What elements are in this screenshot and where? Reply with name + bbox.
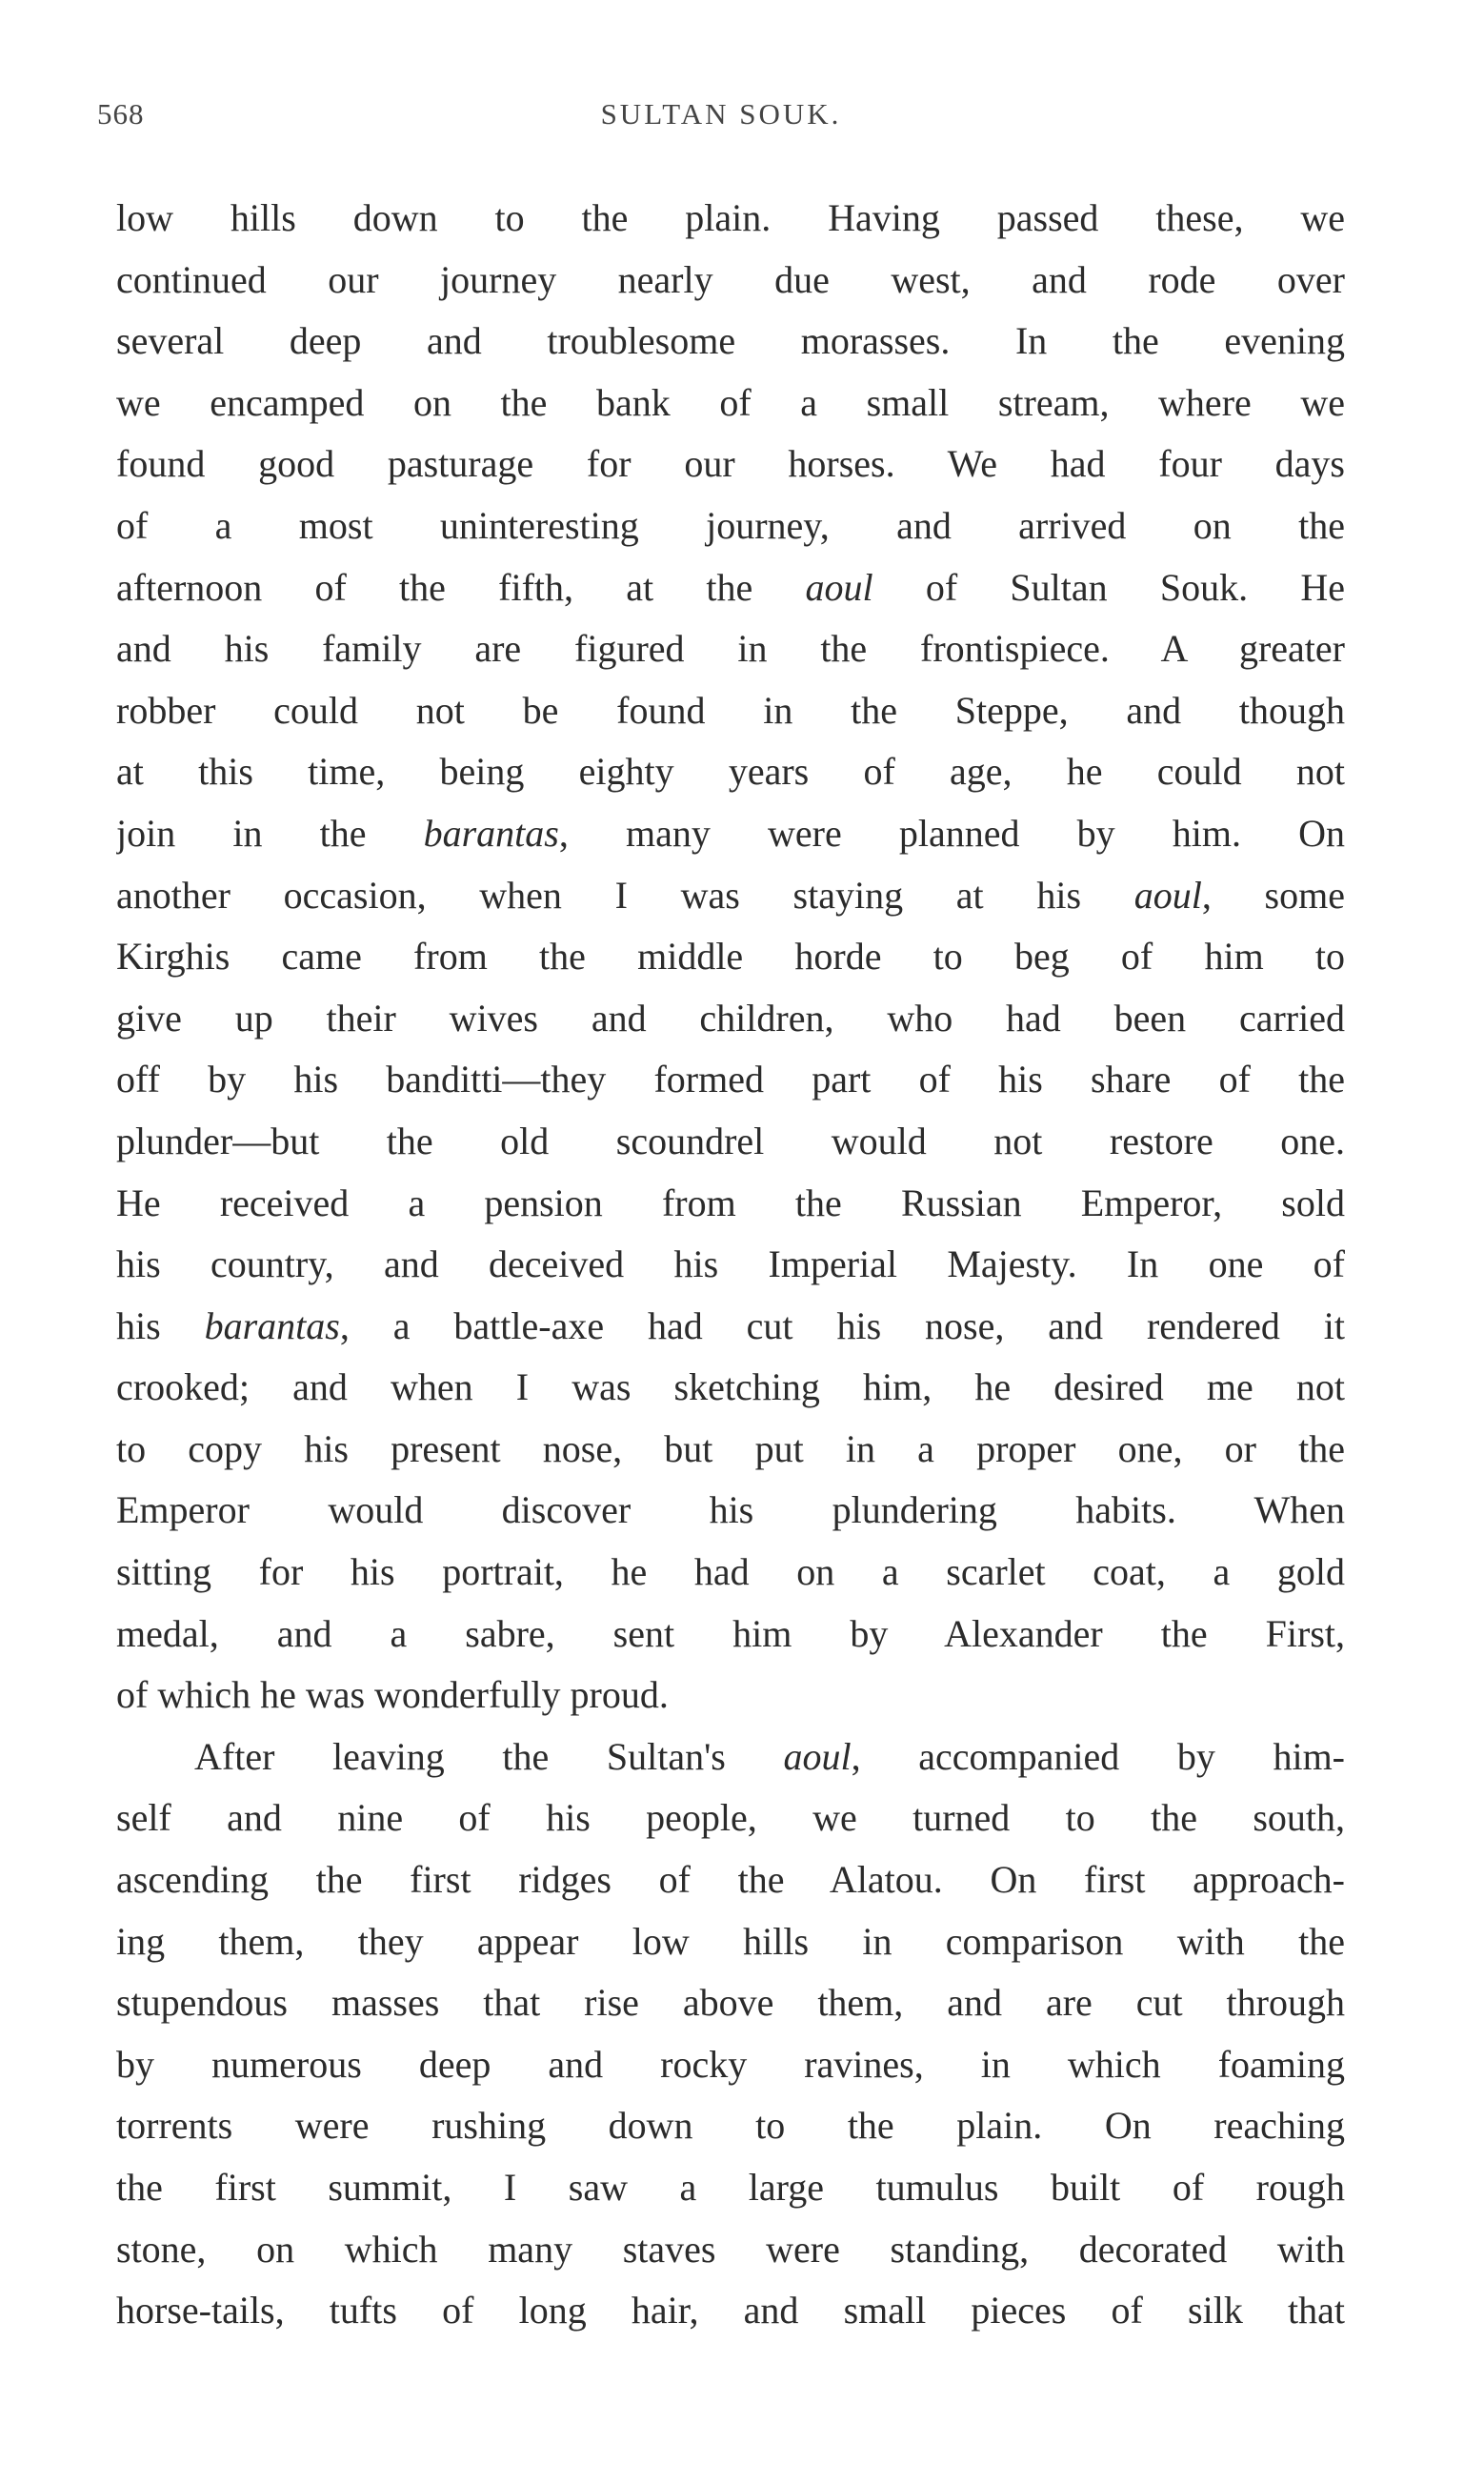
text-line: torrents were rushing down to the plain. On reaching bbox=[116, 2104, 1345, 2148]
text-line: stone, on which many staves were standing, decorated with bbox=[116, 2227, 1345, 2271]
text-line: off by his banditti—they formed part of his share of the bbox=[116, 1058, 1345, 1101]
text-line: ascending the first ridges of the Alatou. On first approach- bbox=[116, 1858, 1345, 1902]
italic-word: barantas bbox=[423, 811, 559, 855]
running-head bbox=[97, 97, 1345, 135]
text-line: the first summit, I saw a large tumulus built of rough bbox=[116, 2166, 1345, 2209]
italic-word: aoul bbox=[1133, 873, 1202, 917]
text-line: give up their wives and children, who had been carried bbox=[116, 996, 1345, 1040]
text-line: robber could not be found in the Steppe, and though bbox=[116, 688, 1345, 732]
paragraph-start-line: After leaving the Sultan's aoul, accompanied by him- bbox=[194, 1734, 1345, 1778]
text-line: stupendous masses that rise above them, and are cut through bbox=[116, 1981, 1345, 2025]
text-line: by numerous deep and rocky ravines, in which foaming bbox=[116, 2042, 1345, 2086]
text-line: sitting for his portrait, he had on a scarlet coat, a gold bbox=[116, 1550, 1345, 1594]
running-title: SULTAN SOUK. bbox=[600, 97, 842, 131]
text-line: found good pasturage for our horses. We had four days bbox=[116, 442, 1345, 486]
text-line: crooked; and when I was sketching him, he desired me not bbox=[116, 1365, 1345, 1409]
page-number: 568 bbox=[97, 97, 145, 131]
text-line: medal, and a sabre, sent him by Alexander the First, bbox=[116, 1611, 1345, 1655]
text-line: his country, and deceived his Imperial Majesty. In one of bbox=[116, 1242, 1345, 1286]
paragraph-end-line: of which he was wonderfully proud. bbox=[116, 1673, 669, 1717]
italic-word: aoul bbox=[805, 565, 873, 609]
text-line: we encamped on the bank of a small stream, where we bbox=[116, 380, 1345, 424]
text-line: several deep and troublesome morasses. In the evening bbox=[116, 319, 1345, 363]
text-line: join in the barantas, many were planned by him. On bbox=[116, 811, 1345, 855]
text-line: continued our journey nearly due west, and rode over bbox=[116, 257, 1345, 301]
italic-word: aoul bbox=[783, 1734, 852, 1778]
text-line: Emperor would discover his plundering habits. When bbox=[116, 1488, 1345, 1532]
text-line: another occasion, when I was staying at his aoul, some bbox=[116, 873, 1345, 917]
text-line: self and nine of his people, we turned to the south, bbox=[116, 1796, 1345, 1840]
text-line: horse-tails, tufts of long hair, and small pieces of silk that bbox=[116, 2289, 1345, 2333]
text-line: afternoon of the fifth, at the aoul of Sultan Souk. He bbox=[116, 565, 1345, 609]
text-line: He received a pension from the Russian Emperor, sold bbox=[116, 1181, 1345, 1224]
text-line: Kirghis came from the middle horde to beg of him to bbox=[116, 935, 1345, 979]
text-line: his barantas, a battle-axe had cut his nose, and rendered it bbox=[116, 1303, 1345, 1347]
text-line: low hills down to the plain. Having passed these, we bbox=[116, 196, 1345, 239]
body-text bbox=[116, 188, 1345, 2342]
text-line: and his family are figured in the frontispiece. A greater bbox=[116, 627, 1345, 671]
text-line: ing them, they appear low hills in comparison with the bbox=[116, 1919, 1345, 1963]
text-line: plunder—but the old scoundrel would not restore one. bbox=[116, 1119, 1345, 1162]
text-line: at this time, being eighty years of age, he could not bbox=[116, 750, 1345, 794]
italic-word: barantas bbox=[204, 1303, 340, 1347]
text-line: to copy his present nose, but put in a proper one, or the bbox=[116, 1426, 1345, 1470]
text-line: of a most uninteresting journey, and arrived on the bbox=[116, 503, 1345, 547]
